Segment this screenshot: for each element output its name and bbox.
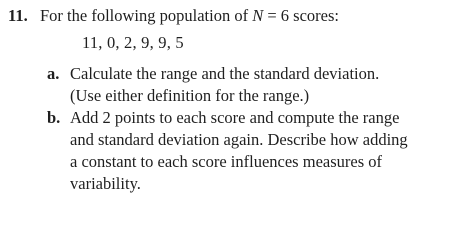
part-a-line-1: Calculate the range and the standard deviation. bbox=[70, 64, 380, 83]
part-b-line-3: a constant to each score influences measures of bbox=[70, 152, 382, 171]
stem-variable: N bbox=[252, 6, 264, 25]
part-b-line-4: variability. bbox=[70, 174, 141, 193]
part-b-label: b. bbox=[47, 108, 61, 127]
part-b-line-1: Add 2 points to each score and compute the range bbox=[70, 108, 400, 127]
stem-prefix: For the following population of bbox=[40, 6, 253, 25]
scores-list: 11, 0, 2, 9, 9, 5 bbox=[82, 33, 184, 52]
part-a-label: a. bbox=[47, 64, 60, 83]
problem-number: 11. bbox=[8, 6, 28, 25]
part-b-line-2: and standard deviation again. Describe how adding bbox=[70, 130, 408, 149]
part-a-line-2: (Use either definition for the range.) bbox=[70, 86, 310, 105]
stem-equation: = 6 scores: bbox=[263, 6, 339, 25]
problem-stem bbox=[40, 6, 339, 26]
